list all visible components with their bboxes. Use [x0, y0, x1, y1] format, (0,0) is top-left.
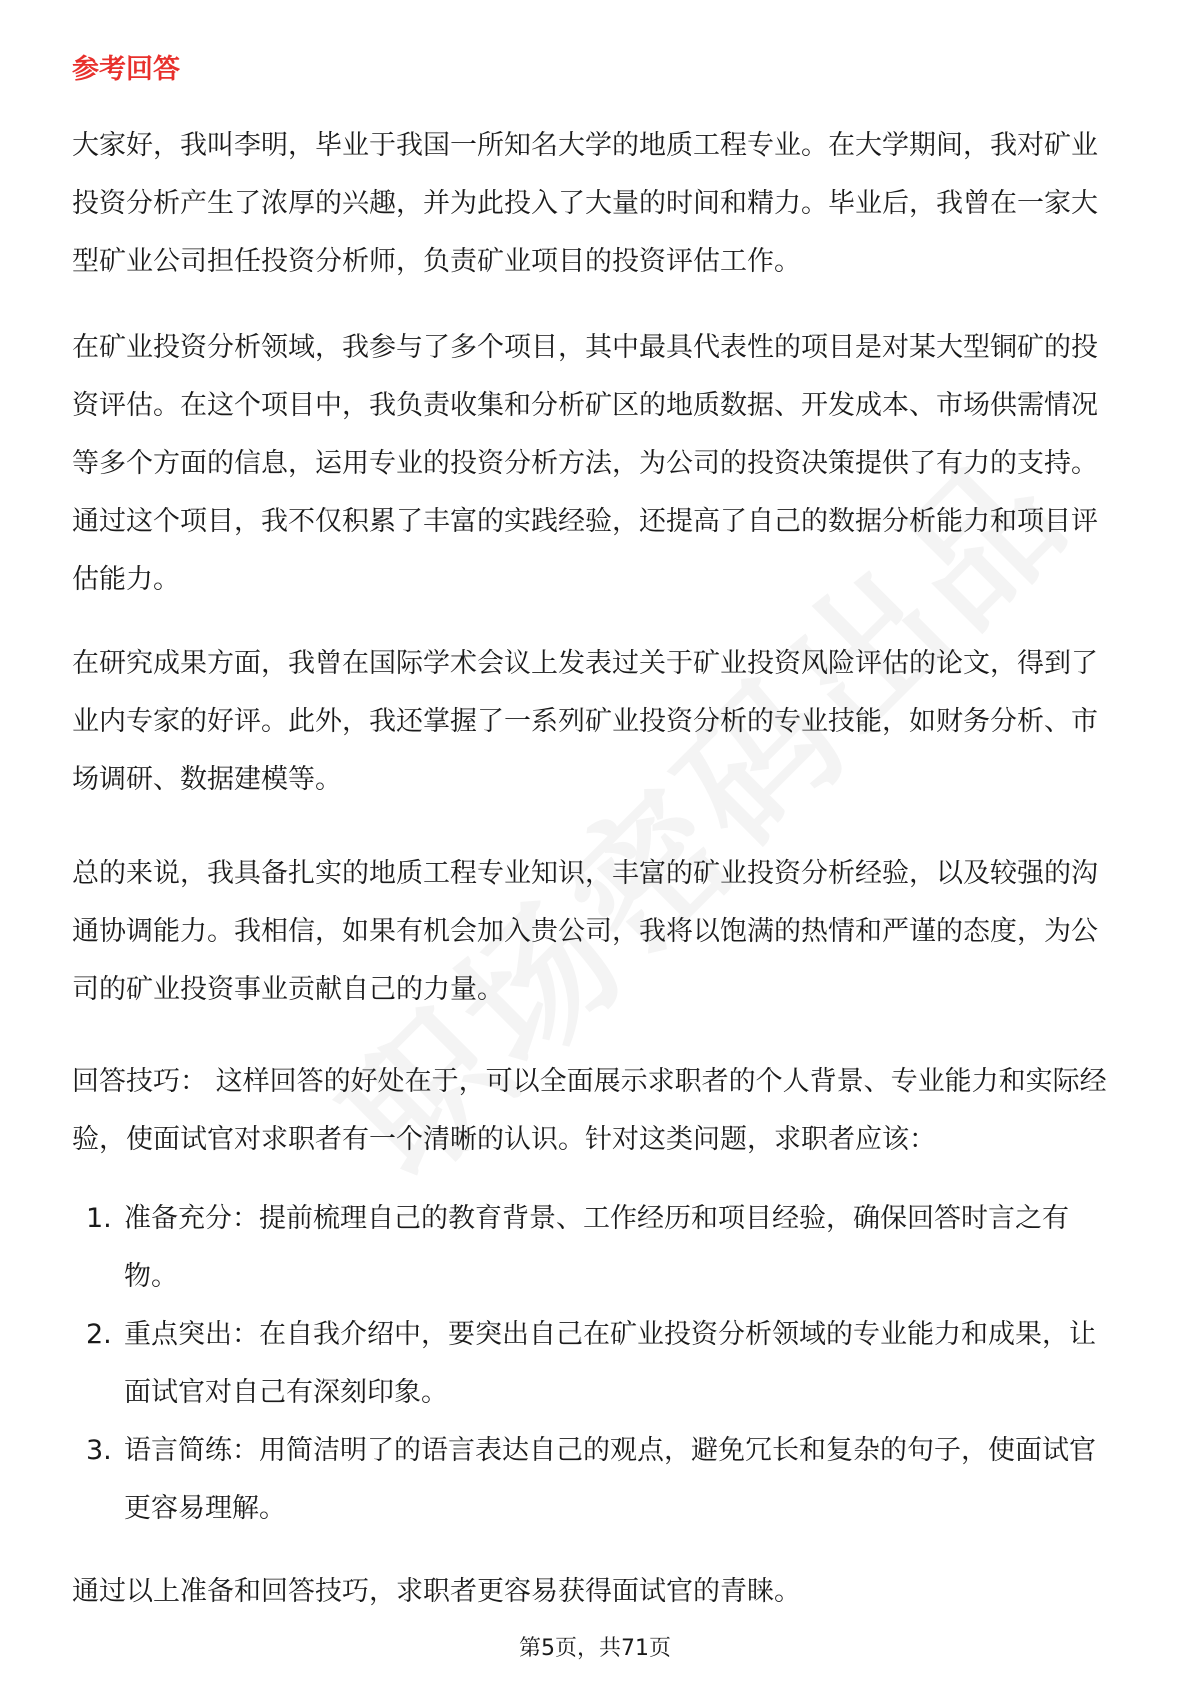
list-item-number: 3. [86, 1435, 112, 1466]
list-item-number: 1. [86, 1203, 112, 1234]
section-heading: 参考回答 [72, 54, 180, 85]
paragraph-tips-intro: 回答技巧： 这样回答的好处在于，可以全面展示求职者的个人背景、专业能力和实际经验，使面试官对求职者有一个清晰的认识。针对这类问题，求职者应该： [72, 1066, 1107, 1155]
list-item-text: 语言简练：用简洁明了的语言表达自己的观点，避免冗长和复杂的句子，使面试官更容易理解。 [124, 1435, 1096, 1524]
list-item-text: 准备充分：提前梳理自己的教育背景、工作经历和项目经验，确保回答时言之有物。 [124, 1203, 1069, 1292]
list-item-text: 重点突出：在自我介绍中，要突出自己在矿业投资分析领域的专业能力和成果，让面试官对自己有深刻印象。 [124, 1319, 1096, 1408]
list-item [72, 1190, 1122, 1306]
paragraph-summary: 总的来说，我具备扎实的地质工程专业知识，丰富的矿业投资分析经验，以及较强的沟通协调能力。我相信，如果有机会加入贵公司，我将以饱满的热情和严谨的态度，为公司的矿业投资事业贡献自己的力量。 [72, 858, 1098, 1005]
paragraph-research: 在研究成果方面，我曾在国际学术会议上发表过关于矿业投资风险评估的论文，得到了业内专家的好评。此外，我还掌握了一系列矿业投资分析的专业技能，如财务分析、市场调研、数据建模等。 [72, 648, 1098, 795]
paragraph-conclusion: 通过以上准备和回答技巧，求职者更容易获得面试官的青睐。 [72, 1576, 801, 1607]
tips-list [72, 1190, 1122, 1538]
list-item [72, 1422, 1122, 1538]
list-item [72, 1306, 1122, 1422]
page-number: 第5页，共71页 [519, 1636, 671, 1661]
paragraph-experience: 在矿业投资分析领域，我参与了多个项目，其中最具代表性的项目是对某大型铜矿的投资评估。在这个项目中，我负责收集和分析矿区的地质数据、开发成本、市场供需情况等多个方面的信息，运用专业的投资分析方法，为公司的投资决策提供了有力的支持。通过这个项目，我不仅积累了丰富的实践经验，还提高了自己的数据分析能力和项目评估能力。 [72, 332, 1098, 595]
paragraph-intro: 大家好，我叫李明，毕业于我国一所知名大学的地质工程专业。在大学期间，我对矿业投资分析产生了浓厚的兴趣，并为此投入了大量的时间和精力。毕业后，我曾在一家大型矿业公司担任投资分析师，负责矿业项目的投资评估工作。 [72, 130, 1098, 277]
list-item-number: 2. [86, 1319, 112, 1350]
